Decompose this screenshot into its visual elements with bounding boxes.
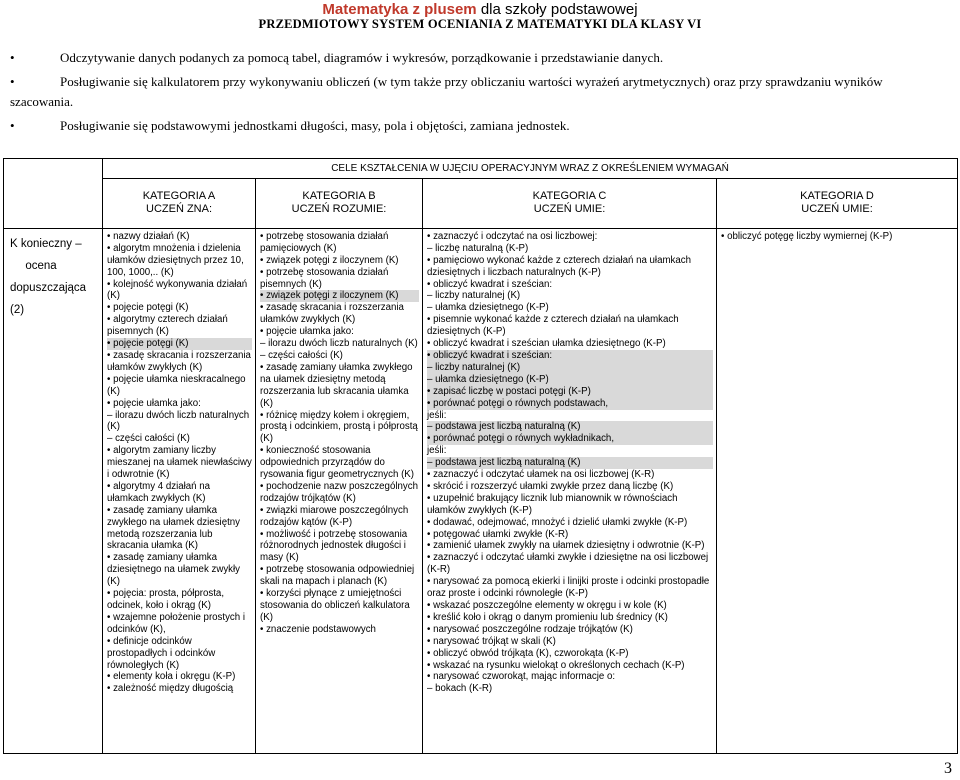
category-name: KATEGORIA B: [302, 190, 376, 203]
requirement-item: • pojęcie potęgi (K): [107, 302, 189, 314]
grade-level-line: dopuszczająca: [10, 281, 87, 294]
intro-bullet-list: [10, 48, 946, 140]
requirement-item: • zasadę zamiany ułamka dziesiętnego na ułamek zwykły (K): [107, 552, 240, 588]
bullet-item: [10, 116, 946, 136]
requirement-item: • algorytmy czterech działań pisemnych (K): [107, 314, 228, 338]
category-header-c: [423, 178, 717, 228]
category-a-requirements: [103, 228, 256, 753]
requirement-item: • obliczyć kwadrat i sześcian:: [427, 350, 713, 362]
bullet-text: Posługiwanie się kalkulatorem przy wykonywaniu obliczeń (w tym także przy obliczaniu wartości wyrażeń arytmetycznych) oraz przy sprawdzaniu wyników szacowania.: [10, 74, 883, 109]
requirement-item: – liczbę naturalną (K-P): [427, 242, 529, 254]
requirement-item: • algorytmy 4 działań na ułamkach zwykłych (K): [107, 480, 211, 504]
requirement-item: • obliczyć kwadrat i sześcian ułamka dziesiętnego (K-P): [427, 338, 666, 350]
requirements-table: [3, 158, 958, 754]
requirement-item: • pojęcie potęgi (K): [107, 338, 252, 350]
requirement-item: • związki miarowe poszczególnych rodzajów kątów (K-P): [260, 504, 409, 528]
requirement-item: – części całości (K): [260, 349, 343, 361]
requirement-item: • pamięciowo wykonać każde z czterech działań na ułamkach dziesiętnych i liczbach naturalnych (K-P): [427, 254, 692, 278]
requirement-item: • potrzebę stosowania odpowiedniej skali na mapach i planach (K): [260, 564, 415, 588]
requirement-item: • wzajemne położenie prostych i odcinków (K),: [107, 611, 246, 635]
bullet-dot: •: [10, 118, 15, 133]
bullet-text: Odczytywanie danych podanych za pomocą tabel, diagramów i wykresów, porządkowanie i przedstawianie danych.: [60, 50, 664, 65]
requirement-item: • wskazać na rysunku wielokąt o określonych cechach (K-P): [427, 659, 685, 671]
category-desc: UCZEŃ ZNA:: [146, 203, 212, 216]
requirement-item: • skrócić i rozszerzyć ułamki zwykłe przez daną liczbę (K): [427, 480, 674, 492]
requirement-item: • zasadę skracania i rozszerzania ułamków zwykłych (K): [260, 302, 404, 326]
requirement-item: • korzyści płynące z umiejętności stosowania do obliczeń kalkulatora (K): [260, 588, 410, 623]
requirement-item: • nazwy działań (K): [107, 230, 190, 242]
category-header-d: [717, 178, 958, 228]
requirement-item: • zasadę zamiany ułamka zwykłego na ułamek dziesiętny metodą rozszerzania lub skracania ułamka (K): [107, 504, 240, 552]
system-title: PRZEDMIOTOWY SYSTEM OCENIANIA Z MATEMATYKI DLA KLASY VI: [258, 17, 702, 31]
requirement-item: – liczby naturalnej (K): [427, 362, 713, 374]
requirement-item: • obliczyć obwód trójkąta (K), czworokąta (K-P): [427, 647, 629, 659]
requirement-item: • konieczność stosowania odpowiednich przyrządów do rysowania figur geometrycznych (K): [260, 445, 414, 481]
requirement-item: • wskazać poszczególne elementy w okręgu i w kole (K): [427, 600, 667, 611]
requirement-item: • dodawać, odejmować, mnożyć i dzielić ułamki zwykłe (K-P): [427, 516, 688, 528]
requirement-item: • potrzebę stosowania działań pamięciowych (K): [260, 230, 389, 254]
category-desc: UCZEŃ ROZUMIE:: [291, 203, 387, 216]
requirement-item: – liczby naturalnej (K): [427, 290, 521, 302]
requirement-item: jeśli:: [427, 445, 447, 457]
requirement-item: – bokach (K-R): [427, 683, 493, 695]
requirement-item: • zasadę skracania i rozszerzania ułamków zwykłych (K): [107, 349, 251, 373]
requirement-item: • narysować czworokąt, mając informacje o:: [427, 671, 616, 683]
requirement-item: • znaczenie podstawowych: [260, 623, 376, 635]
requirement-item: • związek potęgi z iloczynem (K): [260, 290, 419, 302]
category-desc: UCZEŃ UMIE:: [533, 203, 606, 216]
requirement-item: • narysować za pomocą ekierki i linijki proste i odcinki prostopadłe oraz proste i odcinki równoległe (K-P): [427, 576, 710, 600]
requirement-item: • możliwość i potrzebę stosowania różnorodnych jednostek długości i masy (K): [260, 528, 408, 564]
requirement-item: • zaznaczyć i odczytać ułamek na osi liczbowej (K-R): [427, 469, 655, 481]
requirement-item: • pojęcia: prosta, półprosta, odcinek, koło i okrąg (K): [107, 588, 225, 611]
requirement-item: • narysować poszczególne rodzaje trójkątów (K): [427, 623, 633, 635]
category-header-a: [103, 178, 256, 228]
requirement-item: • kreślić koło i okrąg o danym promieniu lub średnicy (K): [427, 611, 668, 623]
requirement-item: • porównać potęgi o równych podstawach,: [427, 398, 713, 410]
requirement-item: • pochodzenie nazw poszczególnych rodzajów trójkątów (K): [260, 480, 418, 504]
requirement-item: • algorytm mnożenia i dzielenia ułamków dziesiętnych przez 10, 100, 1000,.. (K): [107, 242, 244, 278]
table-caption: CELE KSZTAŁCENIA W UJĘCIU OPERACYJNYM WRAZ Z OKREŚLENIEM WYMAGAŃ: [103, 159, 958, 179]
requirement-item: • algorytm zamiany liczby mieszanej na ułamek niewłaściwy i odwrotnie (K): [107, 445, 252, 481]
requirement-item: • zamienić ułamek zwykły na ułamek dziesiętny i odwrotnie (K-P): [427, 540, 705, 552]
requirement-item: • narysować trójkąt w skali (K): [427, 635, 556, 647]
bullet-dot: •: [10, 74, 15, 89]
requirement-item: • potrzebę stosowania działań pisemnych (K): [260, 266, 389, 290]
grade-level-line: K konieczny –: [10, 237, 82, 250]
requirement-item: • zasadę zamiany ułamka zwykłego na ułamek dziesiętny metodą rozszerzania lub skracania ułamka (K): [260, 361, 413, 409]
page-number: 3: [944, 760, 952, 777]
requirement-item: • zaznaczyć i odczytać ułamki zwykłe i dziesiętne na osi liczbowej (K-R): [427, 552, 709, 576]
brand-subtitle: dla szkoły podstawowej: [476, 1, 638, 18]
requirement-item: • pisemnie wykonać każde z czterech działań na ułamkach dziesiętnych (K-P): [427, 314, 679, 338]
requirement-item: – podstawa jest liczbą naturalną (K): [427, 421, 713, 433]
requirement-item: – ułamka dziesiętnego (K-P): [427, 374, 713, 386]
grade-level-cell: [4, 228, 103, 753]
requirement-item: • zaznaczyć i odczytać na osi liczbowej:: [427, 230, 598, 242]
document-title: [0, 2, 960, 18]
requirement-item: – części całości (K): [107, 433, 190, 445]
grade-level-line: ocena: [25, 259, 57, 272]
requirement-item: • związek potęgi z iloczynem (K): [260, 254, 399, 266]
requirement-item: – podstawa jest liczbą naturalną (K): [427, 457, 713, 469]
requirement-item: jeśli:: [427, 409, 447, 421]
category-name: KATEGORIA A: [142, 190, 216, 203]
requirement-item: • porównać potęgi o równych wykładnikach,: [427, 433, 713, 445]
category-header-b: [256, 178, 423, 228]
requirement-item: • obliczyć potęgę liczby wymiernej (K-P): [721, 230, 893, 242]
bullet-item: [10, 48, 946, 68]
requirement-item: • zależność między długością: [107, 683, 234, 695]
requirement-item: • pojęcie ułamka nieskracalnego (K): [107, 373, 246, 397]
requirement-item: • różnicę między kołem i okręgiem, prostą i odcinkiem, prostą i półprostą (K): [260, 409, 418, 445]
requirement-item: • kolejność wykonywania działań (K): [107, 278, 248, 302]
requirement-item: • definicje odcinków prostopadłych i odcinków równoległych (K): [107, 635, 216, 671]
category-name: KATEGORIA D: [800, 190, 874, 203]
requirement-item: – ilorazu dwóch liczb naturalnych (K): [107, 409, 250, 433]
requirement-item: • elementy koła i okręgu (K-P): [107, 671, 236, 683]
table-corner-cell: [4, 159, 103, 229]
category-b-requirements: [256, 228, 423, 753]
bullet-text: Posługiwanie się podstawowymi jednostkami długości, masy, pola i objętości, zamiana jednostek.: [60, 118, 570, 133]
requirement-item: • pojęcie ułamka jako:: [260, 326, 354, 338]
requirement-item: • uzupełnić brakujący licznik lub mianownik w równościach ułamków zwykłych (K-P): [427, 492, 678, 516]
requirement-item: – ilorazu dwóch liczb naturalnych (K): [260, 338, 418, 350]
category-c-requirements: [423, 228, 717, 753]
brand-title: Matematyka z plusem: [322, 1, 477, 18]
requirement-item: • pojęcie ułamka jako:: [107, 397, 201, 409]
requirement-item: • potęgować ułamki zwykłe (K-R): [427, 528, 569, 540]
category-desc: UCZEŃ UMIE:: [801, 203, 873, 216]
category-name: KATEGORIA C: [532, 190, 607, 203]
requirement-item: – ułamka dziesiętnego (K-P): [427, 302, 549, 314]
bullet-item: [10, 72, 946, 112]
requirement-item: • obliczyć kwadrat i sześcian:: [427, 278, 553, 290]
category-d-requirements: [717, 228, 958, 753]
grade-level-line: (2): [10, 303, 25, 316]
requirement-item: • zapisać liczbę w postaci potęgi (K-P): [427, 386, 713, 398]
bullet-dot: •: [10, 50, 15, 65]
